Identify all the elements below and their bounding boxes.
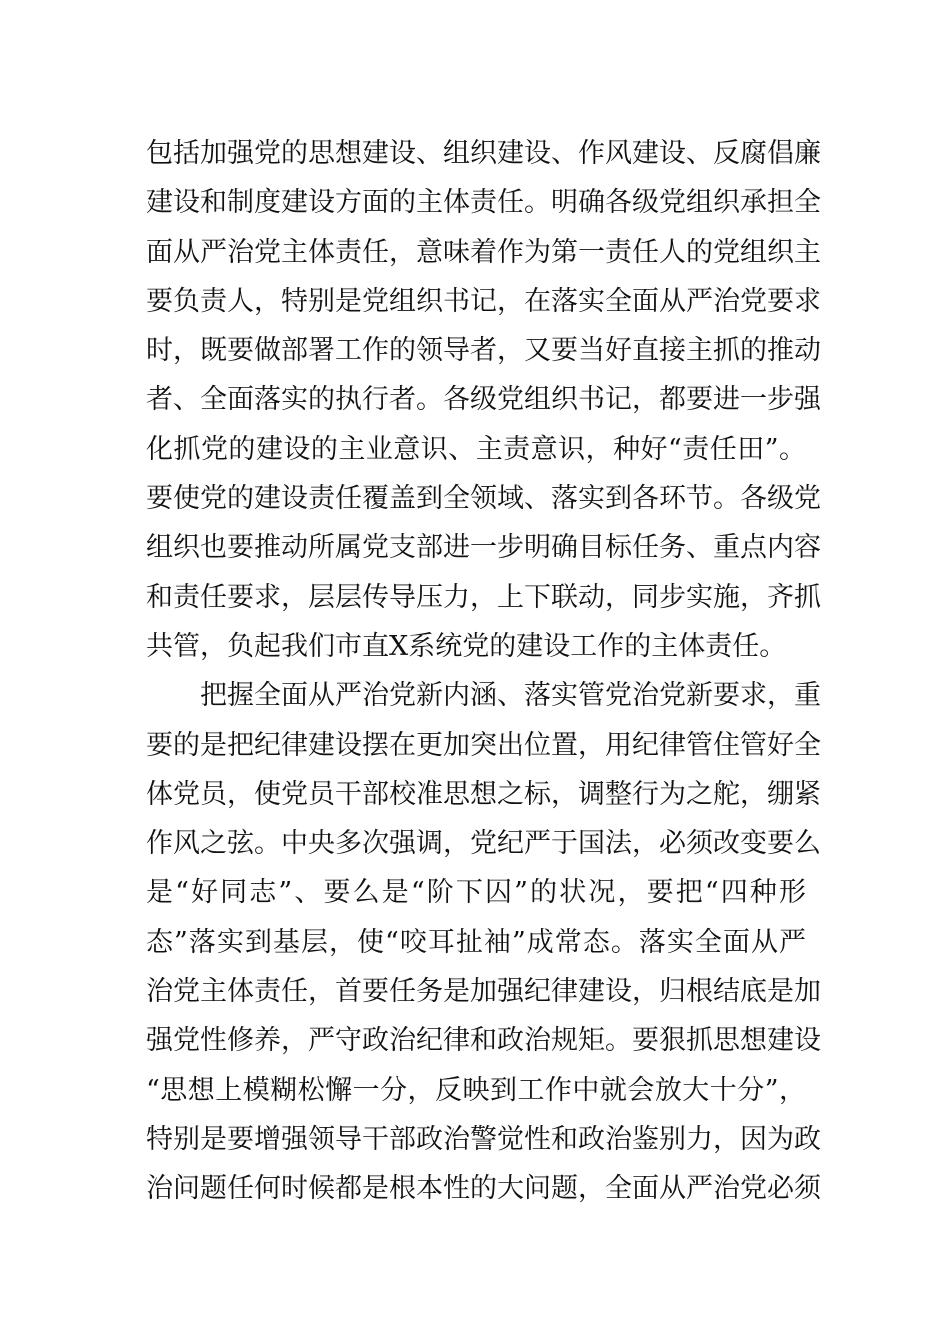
- paragraph: [146, 671, 821, 1213]
- text-line: 和责任要求，层层传导压力，上下联动，同步实施，齐抓: [146, 581, 821, 613]
- text-line: 包括加强党的思想建设、组织建设、作风建设、反腐倡廉: [146, 138, 821, 169]
- text-line: 要负责人，特别是党组织书记，在落实全面从严治党要求: [146, 285, 821, 317]
- text-line: 要的是把纪律建设摆在更加突出位置，用纪律管住管好全: [146, 729, 821, 761]
- text-line: 化抓党的建设的主业意识、主责意识，种好“责任田”。: [146, 433, 806, 465]
- body-text: [146, 129, 821, 1214]
- text-line: 是“好同志”、要么是“阶下囚”的状况，要把“四种形: [146, 877, 806, 909]
- text-line: 共管，负起我们市直X系统党的建设工作的主体责任。: [146, 630, 787, 662]
- text-line: 时，既要做部署工作的领导者，又要当好直接主抓的推动: [146, 335, 821, 367]
- text-line: 治问题任何时候都是根本性的大问题，全面从严治党必须: [146, 1173, 821, 1205]
- text-line: 要使党的建设责任覆盖到全领域、落实到各环节。各级党: [146, 483, 821, 515]
- text-line: 强党性修养，严守政治纪律和政治规矩。要狠抓思想建设: [146, 1025, 821, 1057]
- paragraph: [146, 129, 821, 671]
- text-line: 把握全面从严治党新内涵、落实管党治党新要求，重: [200, 680, 821, 712]
- text-line: 者、全面落实的执行者。各级党组织书记，都要进一步强: [146, 384, 821, 416]
- text-line: 体党员，使党员干部校准思想之标，调整行为之舵，绷紧: [146, 778, 821, 810]
- text-line: 治党主体责任，首要任务是加强纪律建设，归根结底是加: [146, 976, 821, 1008]
- text-line: 作风之弦。中央多次强调，党纪严于国法，必须改变要么: [146, 828, 821, 860]
- text-line: 面从严治党主体责任，意味着作为第一责任人的党组织主: [146, 236, 821, 268]
- text-line: 态”落实到基层，使“咬耳扯袖”成常态。落实全面从严: [146, 926, 806, 958]
- text-line: 组织也要推动所属党支部进一步明确目标任务、重点内容: [146, 532, 821, 564]
- text-line: 建设和制度建设方面的主体责任。明确各级党组织承担全: [146, 187, 821, 219]
- text-line: 特别是要增强领导干部政治警觉性和政治鉴别力，因为政: [146, 1123, 821, 1155]
- text-line: “思想上模糊松懈一分，反映到工作中就会放大十分”，: [146, 1074, 806, 1106]
